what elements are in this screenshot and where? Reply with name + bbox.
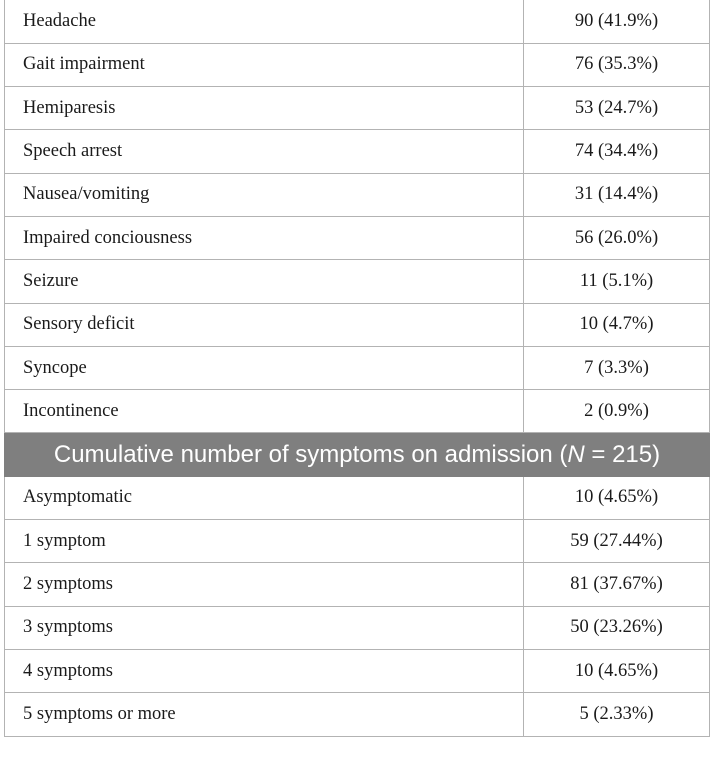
cumulative-value: 59 (27.44%) [524, 520, 710, 563]
table-row [5, 346, 710, 389]
symptom-value: 31 (14.4%) [524, 173, 710, 216]
table-row [5, 303, 710, 346]
symptom-label: Impaired conciousness [5, 216, 524, 259]
symptom-value: 11 (5.1%) [524, 260, 710, 303]
table-row [5, 520, 710, 563]
symptom-value: 90 (41.9%) [524, 0, 710, 43]
symptom-value: 7 (3.3%) [524, 346, 710, 389]
table-row [5, 260, 710, 303]
table-row [5, 87, 710, 130]
cumulative-label: 1 symptom [5, 520, 524, 563]
table-row [5, 0, 710, 43]
section-title-suffix: = 215) [584, 440, 661, 468]
section-title-prefix: Cumulative number of symptoms on admission ( [53, 440, 568, 468]
section-title-variable: N [567, 440, 585, 468]
cumulative-label: 4 symptoms [5, 649, 524, 692]
symptom-value: 10 (4.7%) [524, 303, 710, 346]
cumulative-label: 3 symptoms [5, 606, 524, 649]
symptom-value: 74 (34.4%) [524, 130, 710, 173]
cumulative-value: 10 (4.65%) [524, 649, 710, 692]
symptom-label: Headache [5, 0, 524, 43]
cumulative-label: 5 symptoms or more [5, 693, 524, 736]
table-row [5, 563, 710, 606]
cumulative-value: 10 (4.65%) [524, 476, 710, 519]
symptom-value: 56 (26.0%) [524, 216, 710, 259]
symptom-label: Gait impairment [5, 43, 524, 86]
cumulative-value: 81 (37.67%) [524, 563, 710, 606]
table-row [5, 216, 710, 259]
symptom-label: Seizure [5, 260, 524, 303]
table-row [5, 173, 710, 216]
section-header-row [5, 433, 710, 476]
symptom-label: Incontinence [5, 390, 524, 433]
symptom-label: Syncope [5, 346, 524, 389]
symptom-value: 76 (35.3%) [524, 43, 710, 86]
cumulative-label: Asymptomatic [5, 476, 524, 519]
table-row [5, 43, 710, 86]
symptom-label: Speech arrest [5, 130, 524, 173]
symptom-label: Sensory deficit [5, 303, 524, 346]
table-row [5, 693, 710, 736]
symptoms-table [4, 0, 710, 737]
table-row [5, 606, 710, 649]
table-row [5, 649, 710, 692]
symptom-label: Nausea/vomiting [5, 173, 524, 216]
symptom-value: 2 (0.9%) [524, 390, 710, 433]
symptom-value: 53 (24.7%) [524, 87, 710, 130]
cumulative-value: 50 (23.26%) [524, 606, 710, 649]
symptom-label: Hemiparesis [5, 87, 524, 130]
table-row [5, 476, 710, 519]
cumulative-label: 2 symptoms [5, 563, 524, 606]
table-row [5, 130, 710, 173]
table-row [5, 390, 710, 433]
cumulative-value: 5 (2.33%) [524, 693, 710, 736]
section-header [5, 433, 710, 476]
